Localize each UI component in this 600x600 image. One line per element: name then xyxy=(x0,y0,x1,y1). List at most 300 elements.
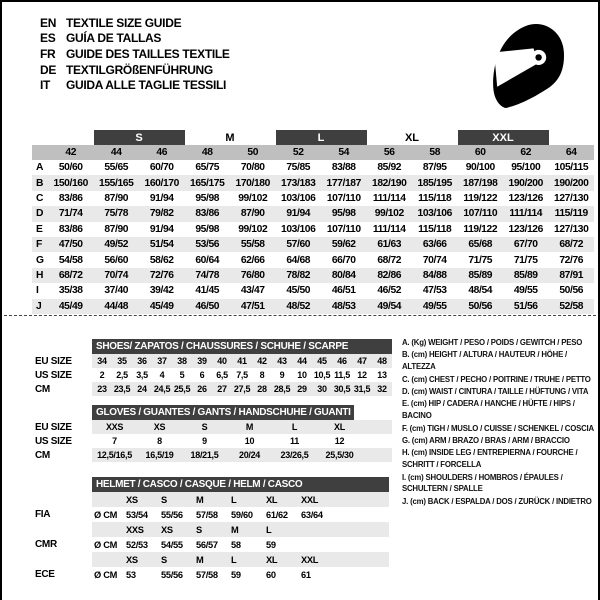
helmet-unit-cell: Ø CM xyxy=(94,569,118,580)
measure-value: 37/40 xyxy=(104,285,129,297)
measure-value: 55/58 xyxy=(240,239,265,251)
measure-value: 85/92 xyxy=(377,162,402,174)
measure-value: 127/130 xyxy=(554,192,589,204)
measure-value: 111/114 xyxy=(509,208,543,220)
measure-value: 35/38 xyxy=(58,285,83,297)
shoes-value: 28,5 xyxy=(273,384,291,394)
shoes-cells xyxy=(92,382,392,396)
measure-value: 111/114 xyxy=(372,192,406,204)
measure-value: 46/51 xyxy=(331,285,356,297)
shoes-value: 31,5 xyxy=(353,384,371,394)
shoes-value: 2,5 xyxy=(116,370,128,380)
measure-value: 50/56 xyxy=(468,300,493,312)
measure-value: 64/68 xyxy=(286,254,311,266)
size-columns-row xyxy=(32,145,594,160)
measure-value: 71/75 xyxy=(468,254,493,266)
shoes-row xyxy=(35,368,392,382)
measure-row-c xyxy=(32,191,594,206)
gloves-value: XXS xyxy=(105,422,124,432)
measure-value: 48/52 xyxy=(286,300,311,312)
measure-row-f xyxy=(32,237,594,252)
measure-value: 72/76 xyxy=(149,269,174,281)
measure-value: 173/183 xyxy=(281,177,316,189)
helmet-table xyxy=(35,477,389,582)
gloves-value: L xyxy=(291,422,298,432)
shoes-value: 7,5 xyxy=(236,370,248,380)
measure-row-h xyxy=(32,268,594,283)
measure-value: 127/130 xyxy=(554,223,589,235)
measure-letter: J xyxy=(36,300,42,312)
gloves-value: XL xyxy=(334,422,345,432)
measure-value: 87/91 xyxy=(559,269,584,281)
ece-standard-row xyxy=(35,567,389,582)
measure-row-j xyxy=(32,299,594,314)
measure-letter: A xyxy=(36,162,44,174)
measure-value: 53/56 xyxy=(195,239,220,251)
gloves-value: 18/21,5 xyxy=(190,450,219,460)
measure-value: 51/56 xyxy=(513,300,538,312)
helmet-value: 53 xyxy=(126,569,136,580)
legend-item-i: I. (cm) SHOULDERS / HOMBROS / ÉPAULES / SCHULTERN / SPALLE xyxy=(402,472,563,494)
gloves-value: M xyxy=(245,422,254,432)
size-column-header: 48 xyxy=(201,147,213,158)
measure-value: 115/118 xyxy=(418,192,452,204)
language-code: DE xyxy=(40,62,57,77)
measure-value: 105/115 xyxy=(554,162,589,174)
helmet-value: 52/53 xyxy=(126,539,148,550)
shoes-value: 5 xyxy=(179,370,185,380)
measure-letter: E xyxy=(36,223,43,235)
measure-value: 57/60 xyxy=(286,239,311,251)
helmet-size-header: S xyxy=(161,554,167,565)
shoes-value: 41 xyxy=(237,356,247,366)
helmet-size-header: XS xyxy=(161,524,173,535)
measure-value: 49/55 xyxy=(422,300,447,312)
shoes-value: 36 xyxy=(137,356,147,366)
helmet-value-cells xyxy=(92,537,389,552)
measure-value: 45/49 xyxy=(149,300,174,312)
shoes-value: 43 xyxy=(277,356,287,366)
measure-letter: B xyxy=(36,177,44,189)
shoes-cells xyxy=(92,354,392,368)
measure-value: 45/50 xyxy=(286,285,311,297)
helmet-size-header: XS xyxy=(126,554,138,565)
measure-value: 83/86 xyxy=(58,223,83,235)
measure-row-g xyxy=(32,252,594,267)
measure-value: 68/72 xyxy=(377,254,402,266)
measure-value: 49/54 xyxy=(377,300,402,312)
measure-value: 111/114 xyxy=(372,223,406,235)
helmet-unit-cell xyxy=(92,492,124,507)
shoes-value: 10 xyxy=(297,370,307,380)
measure-letter: H xyxy=(36,269,44,281)
size-column-header: 60 xyxy=(474,147,486,158)
language-code: IT xyxy=(40,78,51,93)
gloves-cells xyxy=(92,434,392,448)
measure-value: 80/84 xyxy=(331,269,356,281)
helmet-size-header: M xyxy=(196,494,204,505)
helmet-value: 59/60 xyxy=(231,509,253,520)
measure-value: 48/54 xyxy=(468,285,493,297)
size-column-header: 44 xyxy=(110,147,122,158)
measure-value: 91/94 xyxy=(286,208,311,220)
measure-value: 107/110 xyxy=(326,223,361,235)
shoes-value: 26 xyxy=(197,384,207,394)
language-list xyxy=(40,15,230,93)
helmet-value: 60 xyxy=(266,569,276,580)
language-title: GUIDA ALLE TAGLIE TESSILI xyxy=(66,78,227,93)
language-row xyxy=(40,31,230,47)
helmet-size-header: XL xyxy=(266,494,278,505)
helmet-value: 57/58 xyxy=(196,509,218,520)
measure-value: 95/98 xyxy=(195,223,220,235)
shoes-value: 47 xyxy=(357,356,367,366)
shoes-row xyxy=(35,354,392,368)
language-code: EN xyxy=(40,15,57,30)
size-column-header: 58 xyxy=(429,147,441,158)
shoes-value: 28 xyxy=(257,384,267,394)
measure-value: 71/75 xyxy=(513,254,538,266)
helmet-value: 59 xyxy=(231,569,241,580)
shoes-value: 30 xyxy=(317,384,327,394)
measure-value: 75/78 xyxy=(104,208,129,220)
shoes-value: 9 xyxy=(279,370,285,380)
helmet-size-cells xyxy=(92,552,389,567)
measure-value: 68/72 xyxy=(559,239,584,251)
measure-value: 43/47 xyxy=(240,285,265,297)
measure-value: 74/78 xyxy=(195,269,220,281)
shoes-value: 25,5 xyxy=(173,384,191,394)
gloves-value: 11 xyxy=(290,436,299,446)
language-row xyxy=(40,46,230,62)
measure-value: 170/180 xyxy=(235,177,270,189)
shoes-value: 2 xyxy=(99,370,105,380)
shoes-value: 46 xyxy=(337,356,347,366)
helmet-size-header: S xyxy=(161,494,167,505)
measure-value: 66/70 xyxy=(331,254,356,266)
helmet-table-title: HELMET / CASCO / CASQUE / HELM / CASCO xyxy=(92,477,389,492)
measure-value: 160/170 xyxy=(144,177,179,189)
shoes-value: 4 xyxy=(159,370,165,380)
helmet-value: 61/62 xyxy=(266,509,288,520)
helmet-sizes-row xyxy=(35,492,389,507)
measure-value: 52/58 xyxy=(559,300,584,312)
shoes-row-label: EU SIZE xyxy=(35,355,72,367)
measure-value: 47/53 xyxy=(422,285,447,297)
size-column-header: 52 xyxy=(292,147,304,158)
measure-value: 67/70 xyxy=(513,239,538,251)
gloves-value: 10 xyxy=(244,436,255,446)
helmet-size-header: L xyxy=(231,554,237,565)
main-table-body xyxy=(32,160,594,314)
measure-value: 46/52 xyxy=(377,285,402,297)
helmet-size-cells xyxy=(92,492,389,507)
measure-value: 61/63 xyxy=(377,239,402,251)
gloves-cells xyxy=(92,448,392,462)
measure-value: 87/90 xyxy=(104,192,129,204)
helmet-size-header: XXL xyxy=(301,494,319,505)
cmr-standard-row xyxy=(35,537,389,552)
legend-item-a: A. (Kg) WEIGHT / PESO / POIDS / GEWITCH / PESO xyxy=(402,338,583,347)
helmet-size-header: L xyxy=(266,524,272,535)
measure-value: 56/60 xyxy=(104,254,129,266)
measure-value: 165/175 xyxy=(190,177,225,189)
helmet-size-header: XXS xyxy=(126,524,144,535)
measure-value: 78/82 xyxy=(286,269,311,281)
helmet-size-cells xyxy=(92,522,389,537)
shoes-value: 45 xyxy=(317,356,327,366)
helmet-size-header: XL xyxy=(266,554,278,565)
measure-value: 99/102 xyxy=(238,192,268,204)
gloves-value: 12,5/16,5 xyxy=(97,450,132,460)
size-column-header: 50 xyxy=(247,147,259,158)
helmet-table-body xyxy=(35,492,389,582)
helmet-unit-cell: Ø CM xyxy=(94,539,118,550)
measure-value: 87/90 xyxy=(104,223,129,235)
measure-value: 123/126 xyxy=(508,192,543,204)
measure-value: 65/75 xyxy=(195,162,220,174)
legend-item-e: E. (cm) HIP / CADERA / HANCHE / HÜFTE / HIPS / BACINO xyxy=(402,399,575,421)
language-title: TEXTILGRÖßENFÜHRUNG xyxy=(66,62,213,77)
helmet-value: 63/64 xyxy=(301,509,323,520)
measure-letter: D xyxy=(36,208,44,220)
helmet-unit-cell xyxy=(92,522,124,537)
shoes-value: 44 xyxy=(297,356,307,366)
measure-value: 99/102 xyxy=(238,223,268,235)
helmet-value: 55/56 xyxy=(161,569,183,580)
helmet-standard-label: FIA xyxy=(35,509,51,520)
shoes-value: 27 xyxy=(217,384,227,394)
measure-value: 83/86 xyxy=(58,192,83,204)
helmet-icon xyxy=(491,19,565,109)
legend-item-h: H. (cm) INSIDE LEG / ENTREPIERNA / FOURCHE / SCHRITT / FORCELLA xyxy=(402,448,578,470)
gloves-value: S xyxy=(201,422,208,432)
measure-value: 155/165 xyxy=(99,177,134,189)
shoes-value: 39 xyxy=(197,356,207,366)
helmet-value: 53/54 xyxy=(126,509,148,520)
measure-value: 103/106 xyxy=(281,223,316,235)
measure-value: 41/45 xyxy=(195,285,220,297)
size-group-m: M xyxy=(225,131,235,144)
measure-value: 44/48 xyxy=(104,300,129,312)
gloves-row xyxy=(35,420,392,434)
language-row xyxy=(40,15,230,31)
helmet-value: 59 xyxy=(266,539,276,550)
shoes-value: 48 xyxy=(377,356,387,366)
measure-value: 58/62 xyxy=(149,254,174,266)
helmet-size-header: L xyxy=(231,494,237,505)
measure-value: 45/49 xyxy=(58,300,83,312)
shoes-value: 29 xyxy=(297,384,307,394)
measure-value: 76/80 xyxy=(240,269,265,281)
shoes-value: 11,5 xyxy=(334,370,350,380)
measure-value: 62/66 xyxy=(240,254,265,266)
measure-value: 55/65 xyxy=(104,162,129,174)
legend-item-g: G. (cm) ARM / BRAZO / BRAS / ARM / BRACCIO xyxy=(402,435,570,445)
helmet-value: 55/56 xyxy=(161,509,183,520)
shoes-value: 40 xyxy=(217,356,227,366)
measure-value: 103/106 xyxy=(417,208,452,220)
language-code: ES xyxy=(40,31,56,46)
helmet-size-header: S xyxy=(196,524,202,535)
shoes-value: 38 xyxy=(177,356,187,366)
shoes-row-label: CM xyxy=(35,383,50,395)
measure-value: 190/200 xyxy=(554,177,589,189)
helmet-unit-cell xyxy=(92,552,124,567)
measure-value: 60/70 xyxy=(149,162,174,174)
helmet-size-header: M xyxy=(196,554,204,565)
gloves-value: 20/24 xyxy=(238,450,261,460)
measure-value: 95/98 xyxy=(195,192,220,204)
language-row xyxy=(40,62,230,78)
shoes-value: 6 xyxy=(199,370,205,380)
measure-value: 115/118 xyxy=(418,223,452,235)
helmet-sizes-row xyxy=(35,552,389,567)
shoes-value: 37 xyxy=(157,356,167,366)
measure-value: 87/90 xyxy=(240,208,265,220)
section-divider xyxy=(4,315,596,316)
measure-value: 85/89 xyxy=(468,269,493,281)
measure-letter: F xyxy=(36,239,42,251)
gloves-value: 9 xyxy=(202,436,207,446)
gloves-table-body xyxy=(35,420,392,462)
legend-item-j: J. (cm) BACK / ESPALDA / DOS / ZURÜCK / INDIETRO xyxy=(402,496,592,506)
helmet-value: 54/55 xyxy=(161,539,183,550)
size-group-row xyxy=(32,130,594,145)
shoes-value: 23 xyxy=(97,384,107,394)
gloves-value: 8 xyxy=(157,436,162,446)
helmet-value: 56/57 xyxy=(196,539,218,550)
gloves-table-title: GLOVES / GUANTES / GANTS / HANDSCHUHE / GUANTI xyxy=(92,405,354,420)
measure-value: 63/66 xyxy=(422,239,447,251)
shoes-value: 8 xyxy=(259,370,265,380)
measure-letter: I xyxy=(36,285,39,297)
measure-row-b xyxy=(32,175,594,190)
size-column-header: 64 xyxy=(565,147,577,158)
size-column-header: 54 xyxy=(338,147,350,158)
measure-letter: C xyxy=(36,192,44,204)
measure-value: 119/122 xyxy=(463,223,498,235)
measure-row-e xyxy=(32,222,594,237)
measure-value: 60/64 xyxy=(195,254,220,266)
measure-letter: G xyxy=(36,254,44,266)
measure-value: 49/55 xyxy=(513,285,538,297)
measure-value: 47/50 xyxy=(58,239,83,251)
measure-value: 48/53 xyxy=(331,300,356,312)
measure-value: 150/160 xyxy=(53,177,88,189)
measure-value: 99/102 xyxy=(374,208,404,220)
measure-value: 107/110 xyxy=(463,208,498,220)
helmet-size-header: M xyxy=(231,524,239,535)
language-code: FR xyxy=(40,46,56,61)
gloves-row xyxy=(35,434,392,448)
measure-value: 84/88 xyxy=(422,269,447,281)
shoes-value: 35 xyxy=(117,356,127,366)
gloves-cells xyxy=(92,420,392,434)
measure-value: 85/89 xyxy=(513,269,538,281)
fia-standard-row xyxy=(35,507,389,522)
measure-value: 83/86 xyxy=(195,208,220,220)
measure-value: 103/106 xyxy=(281,192,316,204)
gloves-value: 7 xyxy=(112,436,117,446)
helmet-size-header: XXL xyxy=(301,554,319,565)
measure-value: 95/98 xyxy=(331,208,356,220)
measure-value: 70/80 xyxy=(240,162,265,174)
shoes-value: 32 xyxy=(377,384,387,394)
helmet-value-cells xyxy=(92,567,389,582)
gloves-value: 25,5/30 xyxy=(325,450,354,460)
size-column-header: 42 xyxy=(65,147,77,158)
shoes-value: 30,5 xyxy=(333,384,351,394)
measure-value: 71/74 xyxy=(58,208,83,220)
measure-value: 47/51 xyxy=(240,300,265,312)
language-title: GUÍA DE TALLAS xyxy=(66,31,162,46)
gloves-value: XS xyxy=(153,422,166,432)
measure-value: 177/187 xyxy=(326,177,361,189)
measure-value: 79/82 xyxy=(149,208,174,220)
measure-value: 90/100 xyxy=(465,162,495,174)
measure-value: 119/122 xyxy=(463,192,498,204)
measure-value: 123/126 xyxy=(508,223,543,235)
helmet-row-label xyxy=(35,492,92,507)
shoes-table-title: SHOES/ ZAPATOS / CHAUSSURES / SCHUHE / SCARPE xyxy=(92,339,392,354)
measure-value: 51/54 xyxy=(149,239,174,251)
shoes-row xyxy=(35,382,392,396)
measure-value: 187/198 xyxy=(463,177,498,189)
textile-size-table xyxy=(32,130,594,314)
gloves-value: 16,5/19 xyxy=(145,450,174,460)
size-group-xl: XL xyxy=(404,131,420,144)
measure-value: 182/190 xyxy=(372,177,407,189)
shoes-value: 13 xyxy=(377,370,387,380)
helmet-value-cells xyxy=(92,507,389,522)
measure-value: 190/200 xyxy=(508,177,543,189)
measure-value: 115/119 xyxy=(554,208,588,220)
helmet-unit-cell: Ø CM xyxy=(94,509,118,520)
measure-value: 54/58 xyxy=(58,254,83,266)
size-column-header: 46 xyxy=(156,147,168,158)
measure-value: 65/68 xyxy=(468,239,493,251)
gloves-row-label: EU SIZE xyxy=(35,421,72,433)
measure-value: 91/94 xyxy=(149,192,174,204)
helmet-row-label xyxy=(35,522,92,537)
measure-value: 82/86 xyxy=(377,269,402,281)
gloves-row-label: US SIZE xyxy=(35,435,72,447)
shoes-value: 42 xyxy=(257,356,267,366)
helmet-value: 61 xyxy=(301,569,311,580)
helmet-value: 57/58 xyxy=(196,569,218,580)
size-group-s: S xyxy=(94,130,185,145)
helmet-standard-label: CMR xyxy=(35,539,57,550)
legend-item-b: B. (cm) HEIGHT / ALTURA / HAUTEUR / HÖHE / ALTEZZA xyxy=(402,350,568,372)
measure-value: 46/50 xyxy=(195,300,220,312)
size-column-header: 56 xyxy=(383,147,395,158)
gloves-value: 12 xyxy=(334,436,345,446)
shoes-value: 12 xyxy=(357,370,367,380)
measure-value: 59/62 xyxy=(331,239,356,251)
shoes-cells xyxy=(92,368,392,382)
shoes-value: 10,5 xyxy=(313,370,331,380)
legend-item-c: C. (cm) CHEST / PECHO / POITRINE / TRUHE / PETTO xyxy=(402,374,591,384)
shoes-value: 34 xyxy=(97,356,107,366)
shoes-table xyxy=(35,339,392,396)
measure-value: 50/56 xyxy=(559,285,584,297)
shoes-value: 24,5 xyxy=(153,384,171,394)
measure-value: 107/110 xyxy=(326,192,361,204)
language-row xyxy=(40,77,230,93)
gloves-value: 23/26,5 xyxy=(280,450,309,460)
shoes-value: 24 xyxy=(137,384,147,394)
